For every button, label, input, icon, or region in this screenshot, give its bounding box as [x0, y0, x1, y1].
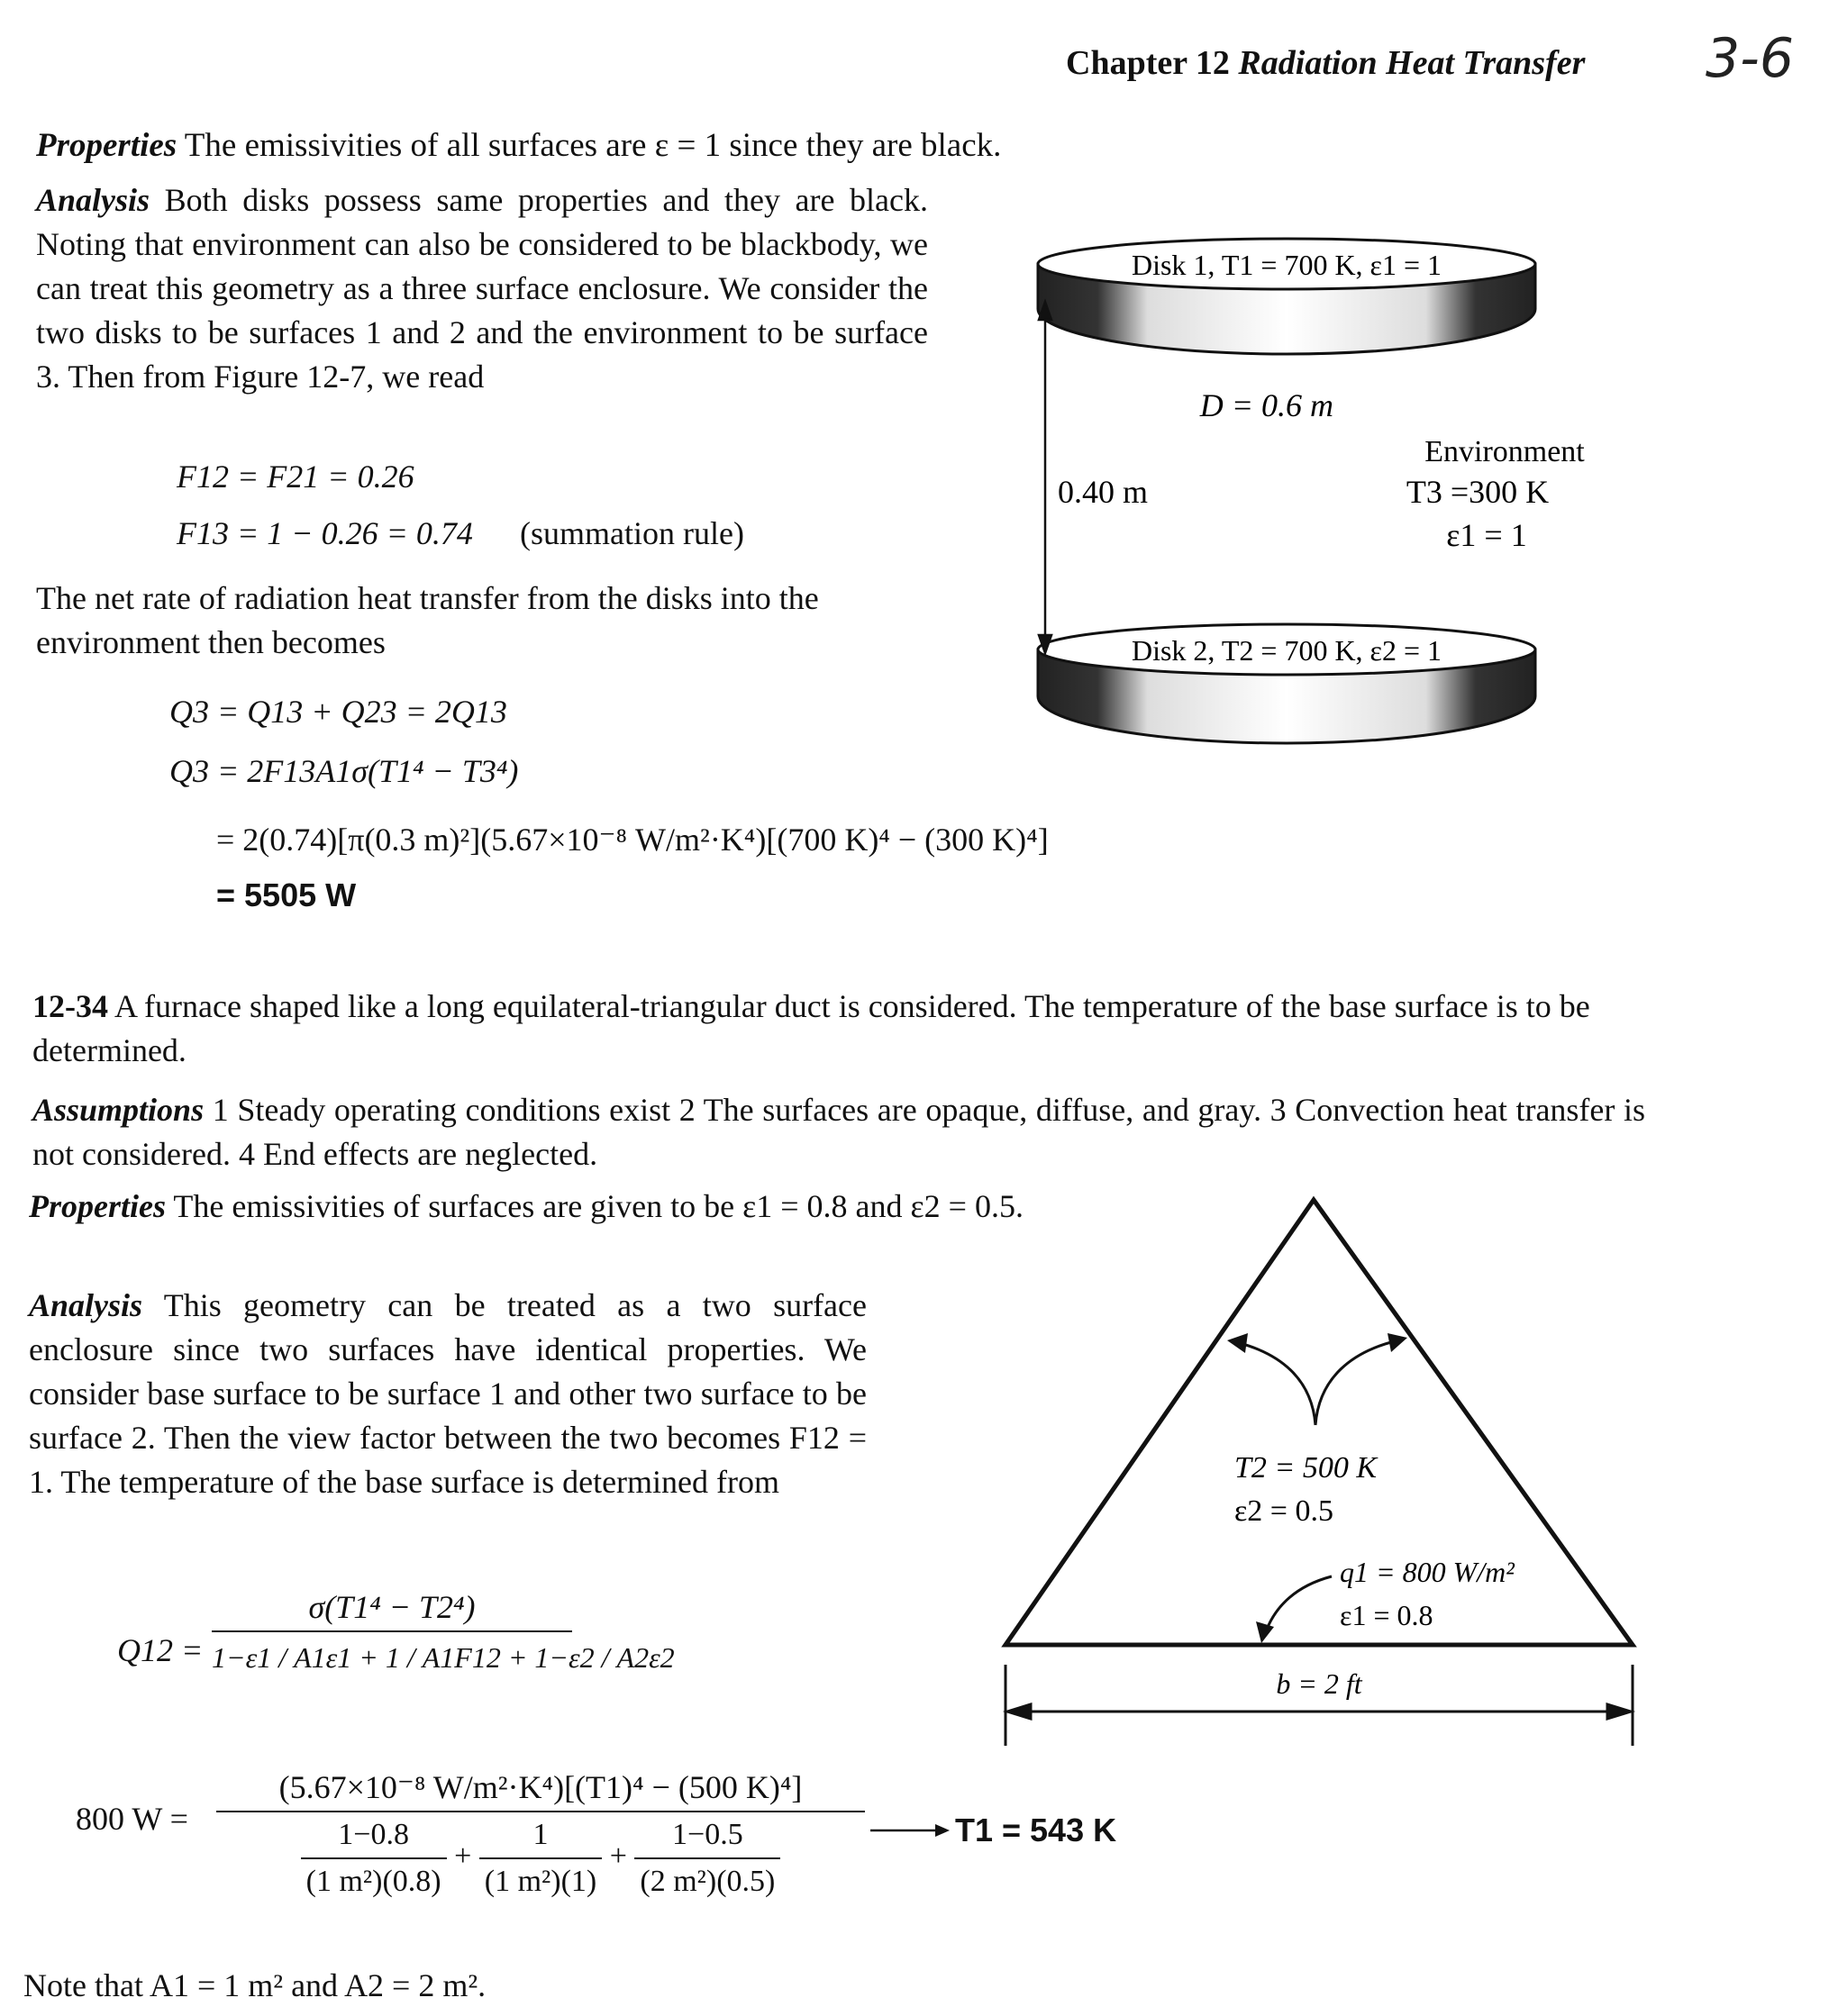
- numeric-den-1: [301, 1816, 447, 1901]
- properties-label-2: Properties: [29, 1188, 166, 1224]
- gap-label: 0.40 m: [1058, 474, 1149, 510]
- numeric-den-2: [479, 1816, 602, 1901]
- numeric-lhs: 800 W =: [76, 1801, 188, 1837]
- q12-den-term-2: 1 / A1F12: [385, 1641, 501, 1674]
- environment-eps: ε1 = 1: [1446, 517, 1527, 553]
- view-factor-eq1: F12 = F21 = 0.26: [177, 459, 414, 495]
- base-label: b = 2 ft: [1276, 1667, 1362, 1700]
- view-factor-eq2: F13 = 1 − 0.26 = 0.74: [177, 515, 473, 551]
- chapter-title: Radiation Heat Transfer: [1238, 44, 1586, 82]
- q12-lhs: Q12 =: [117, 1632, 204, 1668]
- t2-label: T2 = 500 K: [1234, 1451, 1378, 1485]
- summation-note: (summation rule): [520, 515, 744, 551]
- chapter-label: Chapter 12: [1066, 44, 1230, 82]
- q-line-2: Q3 = 2F13A1σ(T1⁴ − T3⁴): [169, 753, 519, 789]
- result-t1: T1 = 543 K: [955, 1812, 1117, 1848]
- q-line-3: = 2(0.74)[π(0.3 m)²](5.67×10⁻⁸ W/m²·K⁴)[(700 K)⁴ − (300 K)⁴]: [216, 822, 1049, 858]
- result-arrow: [870, 1821, 951, 1839]
- numeric-numerator: (5.67×10⁻⁸ W/m²·K⁴)[(T1)⁴ − (500 K)⁴]: [216, 1766, 865, 1812]
- problem-number: 12-34: [32, 988, 108, 1024]
- q12-den-term-1: 1−ε1 / A1ε1: [212, 1641, 352, 1674]
- eps2-label: ε2 = 0.5: [1234, 1494, 1333, 1528]
- q-line-1: Q3 = Q13 + Q23 = 2Q13: [169, 694, 507, 730]
- den-2-top: 1: [479, 1816, 602, 1859]
- numeric-denominator: $\frac{1-0.8}{\text{(1 m²)(0.8)}}$ + $\frac{1}{\text{(1 m²)(1)}}$ + $\frac{1-0.5}{\text{(2 m²)(0.5)}}$: [216, 1812, 865, 1901]
- properties-line: [36, 124, 1001, 168]
- environment-title: Environment: [1424, 435, 1585, 468]
- den-1-bottom: (1 m²)(0.8): [305, 1865, 441, 1898]
- problem-statement: [32, 985, 1645, 1073]
- q12-numerator: σ(T1⁴ − T2⁴): [212, 1585, 572, 1632]
- diameter-label: D = 0.6 m: [1199, 387, 1333, 423]
- triangle-figure: [991, 1189, 1658, 1793]
- base-arrow: [1265, 1576, 1332, 1634]
- den-3-bottom: (2 m²)(0.5): [640, 1865, 776, 1898]
- assumptions-label: Assumptions: [32, 1092, 205, 1128]
- disk-figure: [1027, 230, 1585, 766]
- page-mark: 3-6: [1706, 27, 1794, 90]
- analysis-label-2: Analysis: [29, 1287, 143, 1323]
- radiation-arrows-top: [1236, 1340, 1398, 1425]
- analysis-label: Analysis: [36, 182, 150, 218]
- assumptions-text: 1 Steady operating conditions exist 2 The surfaces are opaque, diffuse, and gray. 3 Convection heat transfer is not considered. 4 End effects are neglected.: [32, 1092, 1646, 1172]
- properties-label: Properties: [36, 127, 177, 164]
- disk1-label: Disk 1, T1 = 700 K, ε1 = 1: [1131, 249, 1442, 281]
- base-arrow-head: [1256, 1621, 1274, 1643]
- q-result: = 5505 W: [216, 876, 357, 913]
- arrow-head-left: [1227, 1333, 1248, 1353]
- net-rate-paragraph: [36, 577, 928, 665]
- assumptions-paragraph: [32, 1088, 1645, 1176]
- eps1-label: ε1 = 0.8: [1340, 1599, 1433, 1631]
- den-2-bottom: (1 m²)(1): [484, 1865, 597, 1898]
- net-rate-text: The net rate of radiation heat transfer from the disks into the environment then becomes: [36, 580, 819, 660]
- properties-text: The emissivities of all surfaces are ε = 1 since they are black.: [184, 127, 1002, 164]
- den-1-top: 1−0.8: [301, 1816, 447, 1859]
- running-header: [1066, 43, 1585, 83]
- environment-temp: T3 =300 K: [1406, 474, 1550, 510]
- arrow-head-right: [1388, 1333, 1407, 1352]
- den-3-top: 1−0.5: [634, 1816, 780, 1859]
- analysis-paragraph-2: [29, 1284, 867, 1504]
- problem-text: A furnace shaped like a long equilateral-triangular duct is considered. The temperature of the base surface is to be determined.: [32, 988, 1590, 1068]
- numeric-fraction: [216, 1766, 865, 1901]
- q12-den-term-3: 1−ε2 / A2ε2: [534, 1641, 675, 1674]
- analysis-paragraph: [36, 178, 928, 399]
- gap-dimension-arrow: [1039, 302, 1051, 653]
- properties-text-2: The emissivities of surfaces are given to be ε1 = 0.8 and ε2 = 0.5.: [173, 1188, 1024, 1224]
- q12-denominator: 1−ε1 / A1ε1 + 1 / A1F12 + 1−ε2 / A2ε2: [212, 1641, 675, 1674]
- properties-paragraph-2: [29, 1185, 1092, 1229]
- triangle-outline: [1005, 1200, 1633, 1645]
- q1-label: q1 = 800 W/m²: [1340, 1556, 1515, 1588]
- disk2-label: Disk 2, T2 = 700 K, ε2 = 1: [1131, 634, 1442, 667]
- area-note: Note that A1 = 1 m² and A2 = 2 m².: [23, 1967, 487, 2003]
- analysis-text: Both disks possess same properties and they are black. Noting that environment can also be considered to be blackbody, we can treat this geometry as a three surface enclosure. We consider the two disks to be surfaces 1 and 2 and the environment to be surface 3. Then from Figure 12-7, we read: [36, 182, 928, 395]
- analysis-text-2: This geometry can be treated as a two surface enclosure since two surfaces have identical properties. We consider base surface to be surface 1 and other two surface to be surface 2. Then the view factor between the two becomes F12 = 1. The temperature of the base surface is determined from: [29, 1287, 867, 1500]
- numeric-den-3: [634, 1816, 780, 1901]
